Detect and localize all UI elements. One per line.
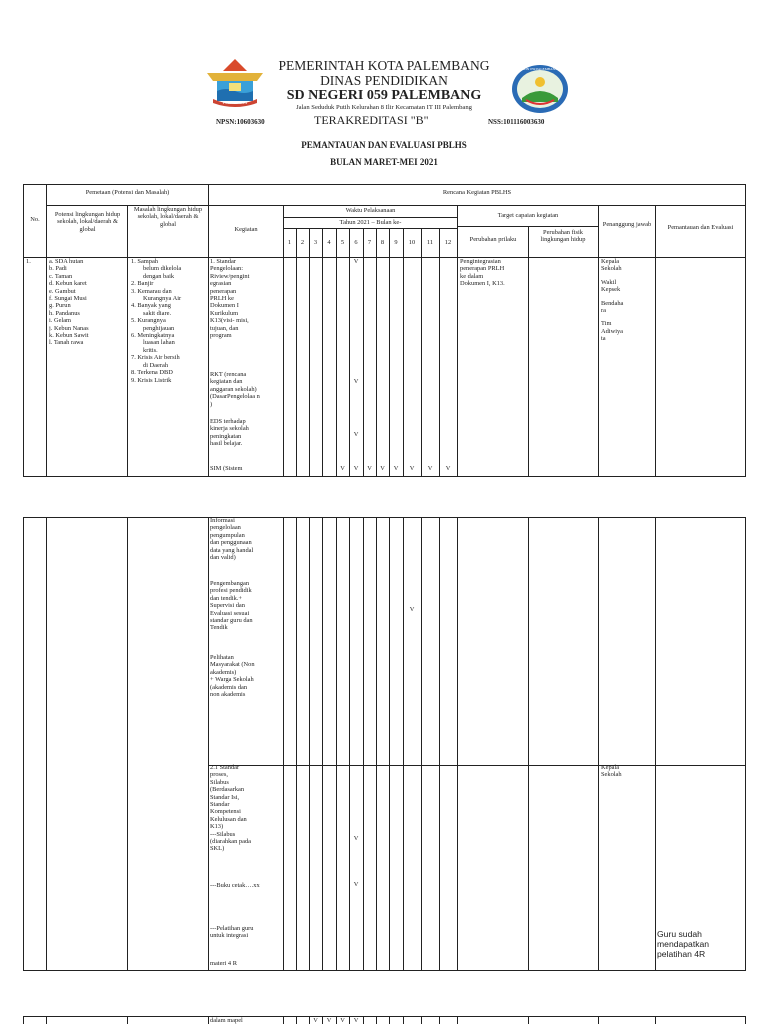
list-item: k. Kebun Sawit (49, 332, 89, 340)
perubahan-perilaku: Pengintegrasian penerapan PRLH ke dalam Dokumen I, K13. (460, 258, 505, 288)
col-masalah-header: Masalah lingkungan hidup sekolah, lokal/daerah & global (133, 206, 203, 228)
school-heading: SD NEGERI 059 PALEMBANG (286, 88, 482, 103)
check-mark: V (367, 465, 372, 472)
check-mark: V (427, 465, 433, 472)
list-item: Wakil Kepsek (601, 278, 621, 294)
col-penanggung-header: Penanggung jawab (602, 221, 652, 228)
list-item: dengan baik (143, 272, 175, 280)
check-mark: V (326, 1017, 332, 1024)
col-potensi-header: Potensi lingkungan hidup sekolah, lokal/daerah & global (54, 211, 121, 233)
penanggung-jawab-list (601, 258, 629, 343)
list-item: di Daerah (143, 361, 169, 369)
check-mark: V (353, 465, 359, 472)
list-item: 9. Krisis Listrik (131, 376, 172, 384)
nss: NSS:101116003630 (488, 118, 545, 126)
kegiatan-informasi: Informasi pengelolaan pengumpulan dan penggunaan data yang handal dan valid) (210, 517, 254, 562)
check-mark: V (353, 258, 359, 265)
list-item: 2. Banjir (131, 280, 154, 288)
list-item: Kurangnya Air (143, 295, 182, 303)
list-item: 4. Banyak yang (131, 302, 171, 310)
list-item: d. Kebun karet (49, 280, 87, 288)
check-mark: V (353, 835, 359, 842)
kegiatan-buku-cetak: ---Buku cetak….xx (210, 882, 260, 889)
kegiatan-rkt: RKT (rencana kegiatan dan anggaran sekolah) (DasarPengelolaa n ) (210, 371, 260, 408)
check-mark: V (445, 465, 451, 472)
list-item: kritis. (143, 346, 158, 354)
col-waktu-header: Waktu Pelaksanaan (345, 207, 396, 214)
month-header-4: 4 (327, 239, 331, 246)
list-item: Tim Adiwiya ta (601, 320, 624, 343)
list-item: l. Tanah rawa (49, 339, 84, 347)
list-item: j. Kebun Nanas (49, 324, 89, 332)
list-item: 1. Sampah (131, 258, 158, 265)
check-mark: V (409, 606, 415, 613)
list-item: g. Purun (49, 302, 71, 310)
check-mark: V (393, 465, 399, 472)
kegiatan-standar-pengelolaan: 1. Standar Pengelolaan: Riview/pengint egrasian penerapan PRLH ke Dokumen I Kurikulum K13(visi- misi, tujuan, dan program (210, 258, 250, 340)
col-fisik-header: Perubahan fisik lingkungan hidup (540, 229, 586, 244)
potensi-list (49, 258, 127, 347)
month-header-9: 9 (394, 239, 398, 246)
gov-heading: PEMERINTAH KOTA PALEMBANG (278, 58, 490, 73)
col-rencana-header: Rencana Kegiatan PBLHS (442, 189, 512, 196)
list-item: 8. Terkena DBD (131, 369, 173, 377)
check-mark: V (353, 881, 359, 888)
list-item: c. Taman (49, 272, 73, 280)
month-header-2: 2 (300, 239, 305, 246)
kegiatan-pelatihan-guru: ---Pelatihan guru untuk integrasi (210, 925, 254, 940)
list-item: h. Pandanus (49, 309, 80, 317)
list-item: b. Padi (49, 265, 67, 273)
month-header-5: 5 (340, 239, 345, 246)
col-pemantauan-header: Pemantauan dan Evaluasi (667, 224, 734, 231)
month-header-12: 12 (444, 239, 452, 246)
month-header-3: 3 (313, 239, 318, 246)
check-mark: V (313, 1017, 318, 1024)
penanggung-jawab: Kepala Sekolah (601, 764, 622, 779)
col-pemetaan-header: Pemetaan (Potensi dan Masalah) (85, 189, 170, 196)
list-item: a. SDA hutan (49, 258, 84, 265)
kegiatan-materi-4r: materi 4 R (210, 960, 237, 967)
check-mark: V (353, 1017, 359, 1024)
kegiatan-pelibatan-masyarakat: Pelihatan Masyarakat (Non akademis) + Warga Sekolah (akademis dan non akademis (210, 654, 255, 699)
doc-subtitle: BULAN MARET-MEI 2021 (330, 157, 438, 167)
month-header-1: 1 (287, 239, 292, 246)
month-header-10: 10 (408, 239, 416, 246)
dept-heading: DINAS PENDIDIKAN (320, 73, 448, 88)
kegiatan-pengembangan-profesi: Pengembangan profesi pendidik dan tendik.+ Supervisi dan Evaluasi sesuai standar guru dan Tendik (210, 580, 253, 632)
list-item: luasan lahan (143, 339, 175, 347)
list-item: Bendaha ra (601, 299, 624, 315)
kegiatan-dalam-mapel: dalam mapel (210, 1017, 243, 1024)
list-item: sakit diare. (143, 309, 172, 317)
col-no-header: No. (30, 216, 40, 223)
doc-title: PEMANTAUAN DAN EVALUASI PBLHS (301, 140, 467, 150)
col-target-header: Target capaian kegiatan (497, 212, 559, 219)
school-address: Jalan Seduduk Putih Kelurahan 8 Ilir Kecamatan IT III Palembang (296, 104, 472, 111)
accreditation: TERAKREDITASI "B" (314, 113, 429, 127)
list-item: f. Sungai Musi (49, 295, 87, 303)
list-item: Kepala Sekolah (601, 258, 622, 273)
list-item: e. Gambut (49, 287, 76, 295)
kegiatan-sim: SIM (Sistem (210, 465, 243, 472)
col-perilaku-header: Perubahan prilaku (469, 236, 517, 243)
kegiatan-eds: EDS terhadap kinerja sekolah peningkatan hasil belajar. (210, 418, 249, 448)
row-number: 1. (26, 258, 31, 265)
check-mark: V (353, 431, 359, 438)
month-header-7: 7 (367, 239, 372, 246)
check-mark: V (340, 465, 345, 472)
check-mark: V (353, 378, 359, 385)
right-logo-text: SDN 059 PALEMBANG (522, 67, 558, 71)
col-kegiatan-header: Kegiatan (234, 226, 258, 233)
list-item: belum dikelola (143, 265, 182, 273)
list-item: 5. Kurangnya (131, 317, 166, 325)
list-item: penghijauan (143, 324, 175, 332)
month-header-11: 11 (426, 239, 434, 246)
check-mark: V (340, 1017, 345, 1024)
evaluasi-note: Guru sudah mendapatkan pelatihan 4R (657, 929, 710, 959)
list-item: 3. Kemarau dan (131, 287, 172, 295)
list-item: 6. Meningkatnya (131, 332, 175, 340)
check-mark: V (409, 465, 415, 472)
npsn: NPSN:10603630 (216, 118, 265, 126)
month-header-8: 8 (380, 239, 385, 246)
masalah-list (131, 258, 208, 384)
list-item: 7. Krisis Air bersih (131, 354, 180, 362)
list-item: i. Gelam (49, 317, 72, 325)
kegiatan-standar-proses: 2.1 Standar proses, Silabus (Berdasarkan Standar Isi, Standar Kompetensi Kelulusan dan K13) ---Silabus (diarahkan pada SKL) (210, 764, 251, 853)
left-logo-ribbon: PALEMBANG (222, 100, 248, 105)
check-mark: V (380, 465, 385, 472)
month-header-6: 6 (354, 239, 358, 246)
col-tahun-header: Tahun 2021 – Bulan ke- (339, 219, 402, 226)
